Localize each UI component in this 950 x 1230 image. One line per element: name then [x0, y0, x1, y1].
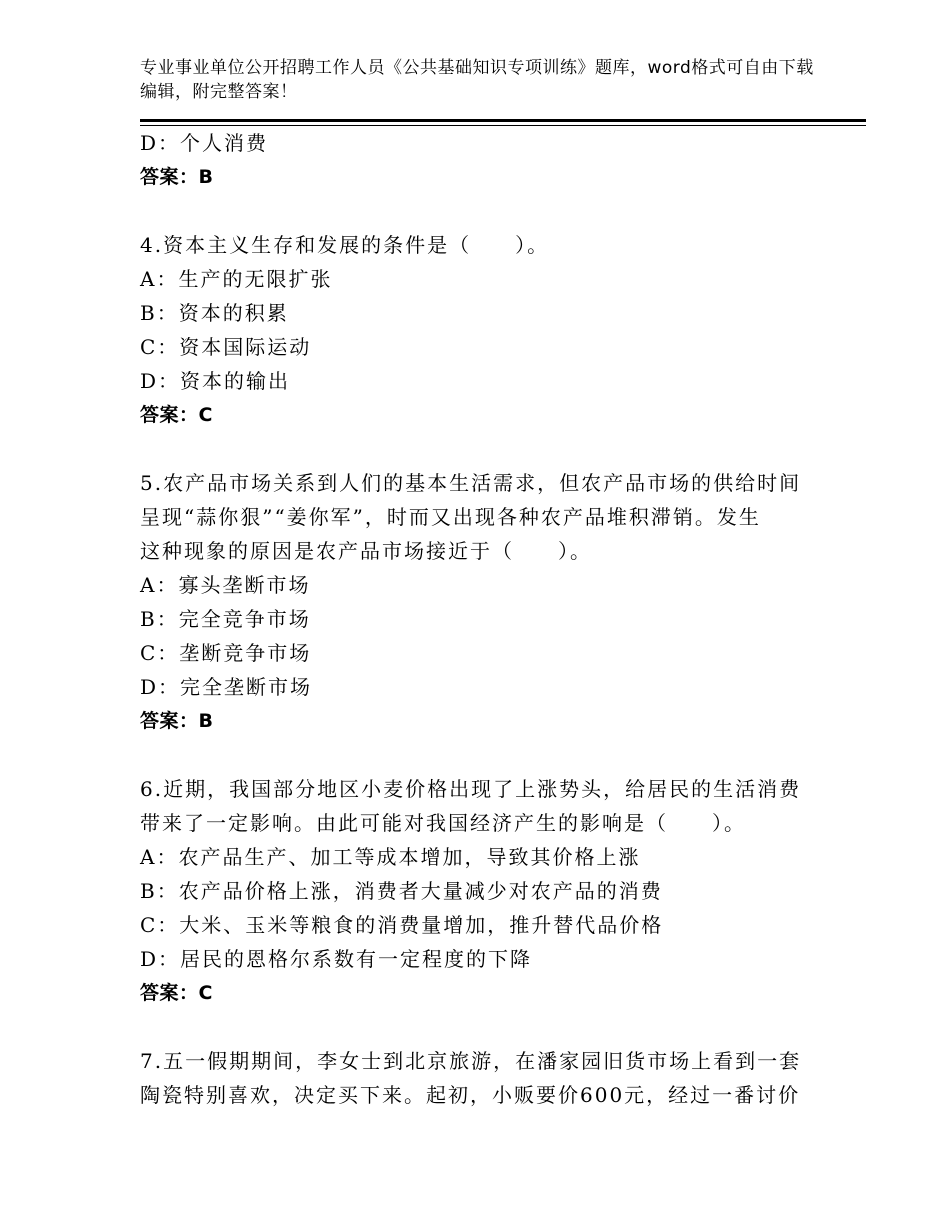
option-b: B：完全竞争市场 [140, 607, 311, 631]
question-text-line: 带来了一定影响。由此可能对我国经济产生的影响是（ ）。 [140, 811, 746, 835]
question-3 [140, 126, 820, 194]
spacer [140, 432, 820, 466]
question-text-line: 这种现象的原因是农产品市场接近于（ ）。 [140, 539, 592, 563]
answer: 答案：C [140, 982, 213, 1004]
option-d: D：居民的恩格尔系数有一定程度的下降 [140, 947, 533, 971]
spacer [140, 1010, 820, 1044]
option-d: D：资本的输出 [140, 369, 291, 393]
question-4 [140, 228, 820, 432]
option-d: D：完全垄断市场 [140, 675, 313, 699]
option-b: B：资本的积累 [140, 301, 289, 325]
question-7 [140, 1044, 820, 1112]
option-d: D：个人消费 [140, 131, 269, 155]
answer: 答案：C [140, 404, 213, 426]
question-5 [140, 466, 820, 738]
spacer [140, 738, 820, 772]
option-c: C：资本国际运动 [140, 335, 312, 359]
page-header: 专业事业单位公开招聘工作人员《公共基础知识专项训练》题库，word格式可自由下载编辑，附完整答案！ [140, 58, 814, 102]
question-text: 4.资本主义生存和发展的条件是（ ）。 [140, 233, 550, 257]
option-a: A：生产的无限扩张 [140, 267, 333, 291]
question-text-line: 5.农产品市场关系到人们的基本生活需求，但农产品市场的供给时间 [140, 471, 802, 495]
header-rule-thick [140, 119, 866, 122]
question-text-line: 陶瓷特别喜欢，决定买下来。起初，小贩要价600元，经过一番讨价 [140, 1083, 801, 1107]
answer: 答案：B [140, 710, 214, 732]
question-text-line: 呈现“蒜你狠”“姜你军”，时而又出现各种农产品堆积滞销。发生 [140, 505, 761, 529]
question-text-line: 7.五一假期期间，李女士到北京旅游，在潘家园旧货市场上看到一套 [140, 1049, 802, 1073]
document-body [140, 126, 820, 1112]
question-text-line: 6.近期，我国部分地区小麦价格出现了上涨势头，给居民的生活消费 [140, 777, 802, 801]
spacer [140, 194, 820, 228]
question-6 [140, 772, 820, 1010]
answer: 答案：B [140, 166, 214, 188]
option-a: A：寡头垄断市场 [140, 573, 311, 597]
option-c: C：大米、玉米等粮食的消费量增加，推升替代品价格 [140, 913, 664, 937]
option-b: B：农产品价格上涨，消费者大量减少对农产品的消费 [140, 879, 663, 903]
option-c: C：垄断竞争市场 [140, 641, 312, 665]
option-a: A：农产品生产、加工等成本增加，导致其价格上涨 [140, 845, 641, 869]
